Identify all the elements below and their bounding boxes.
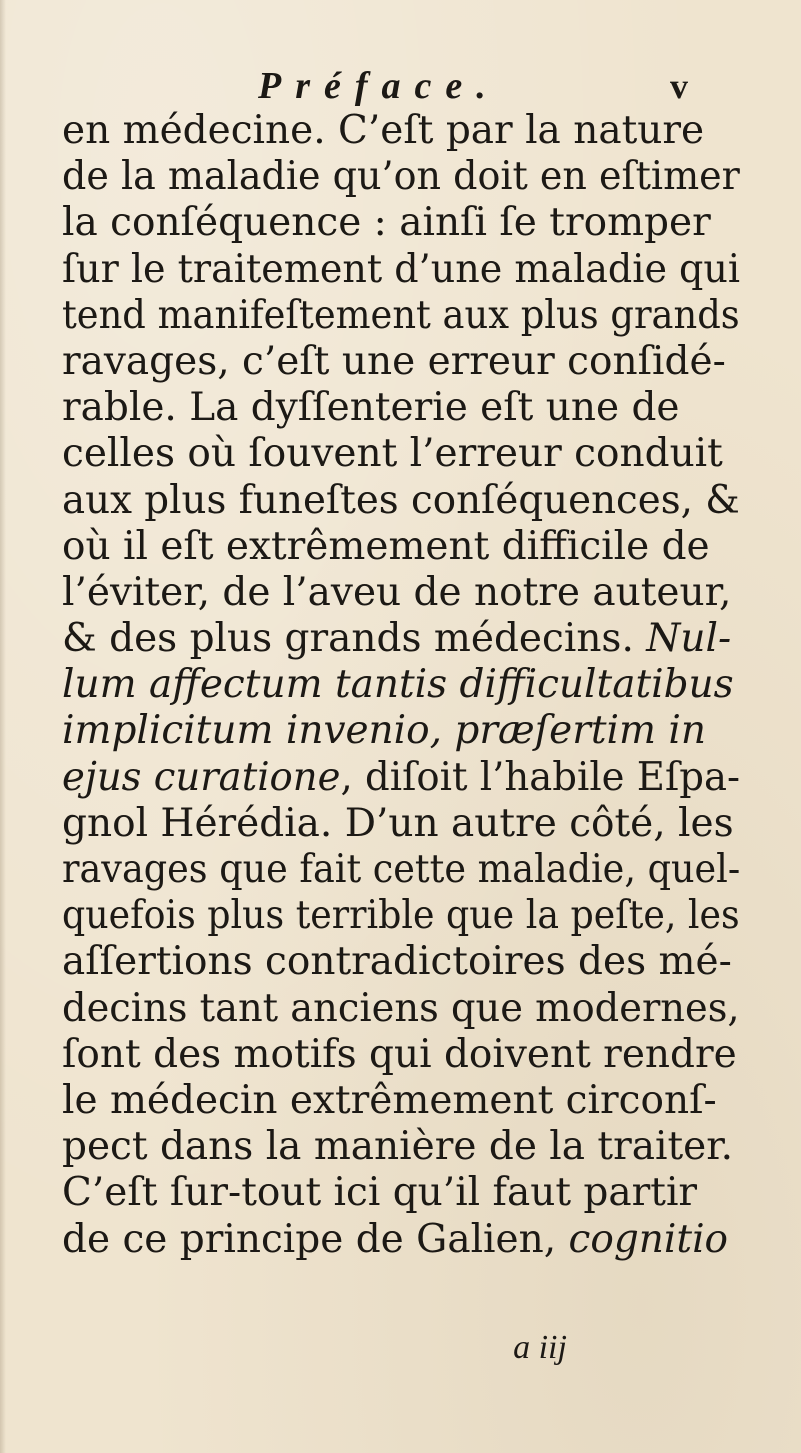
italic-segment: Nul- (646, 616, 732, 662)
text-segment: aſſertions contradictoires des mé- (62, 939, 732, 985)
text-segment: pect dans la manière de la traiter. (62, 1124, 733, 1170)
text-segment: de ce principe de Galien, (62, 1216, 569, 1262)
text-segment: quefois plus terrible que la peſte, les (62, 893, 740, 939)
text-segment: en médecine. C’eſt par la nature (62, 108, 705, 153)
text-line (62, 477, 740, 524)
text-segment: & des plus grands médecins. (62, 616, 647, 662)
text-segment: ſur le traitement d’une maladie qui (62, 246, 741, 292)
text-line (62, 801, 740, 847)
text-line (62, 985, 740, 1032)
page-header (258, 64, 688, 110)
text-line (62, 570, 740, 616)
text-line (62, 292, 740, 339)
text-line (62, 1217, 740, 1263)
body-text (62, 108, 740, 1263)
text-line (62, 108, 740, 154)
page-edge-shadow (0, 0, 6, 1453)
text-segment: tend manifeſtement aux plus grands (62, 292, 740, 338)
text-segment: , diſoit l’habile Eſpa- (340, 754, 741, 800)
text-segment: ravages, c’eſt une erreur conſidé- (62, 338, 726, 384)
text-segment: aux plus funeſtes conſéquences, & (62, 477, 740, 523)
text-line (62, 431, 740, 477)
text-segment: ravages que fait cette maladie, quel- (62, 847, 741, 892)
text-line (62, 708, 740, 754)
text-segment: C’eſt ſur-tout ici qu’il faut partir (62, 1170, 698, 1216)
italic-segment: ejus curatione (62, 754, 341, 800)
text-line (62, 1124, 740, 1170)
text-segment: l’éviter, de l’aveu de notre auteur, (62, 569, 732, 615)
text-segment: gnol Hérédia. D’un autre côté, les (62, 800, 734, 846)
page-number: v (670, 66, 688, 106)
text-line (62, 246, 741, 293)
text-line (62, 662, 740, 708)
text-line (62, 385, 740, 431)
text-segment: où il eſt extrêmement difficile de (62, 523, 710, 569)
signature-mark: a iij (513, 1329, 567, 1366)
text-segment: decins tant anciens que modernes, (62, 985, 740, 1031)
text-line (62, 200, 740, 246)
text-line (62, 893, 740, 939)
italic-segment: lum affectum tantis difficultatibus (62, 662, 734, 708)
text-line (62, 939, 740, 985)
text-line (62, 1078, 740, 1124)
text-segment: rable. La dyſſenterie eſt une de (62, 385, 680, 431)
italic-segment: cognitio (568, 1216, 729, 1262)
text-segment: ſont des motifs qui doivent rendre (62, 1031, 737, 1077)
text-line (62, 1032, 740, 1078)
text-line (62, 1170, 740, 1216)
text-line (62, 616, 740, 662)
text-line (62, 154, 740, 200)
text-segment: la conſéquence : ainſi ſe tromper (62, 200, 711, 246)
text-segment: celles où ſouvent l’erreur conduit (62, 431, 723, 477)
text-line (62, 524, 740, 570)
italic-segment: implicitum invenio, præſertim in (62, 708, 706, 754)
text-segment: le médecin extrêmement circonſ- (62, 1077, 717, 1123)
text-line (62, 754, 741, 801)
text-segment: de la maladie qu’on doit en eſtimer (62, 154, 740, 200)
text-line (62, 339, 740, 385)
running-head: Préface. (258, 65, 500, 107)
text-line (62, 847, 741, 893)
